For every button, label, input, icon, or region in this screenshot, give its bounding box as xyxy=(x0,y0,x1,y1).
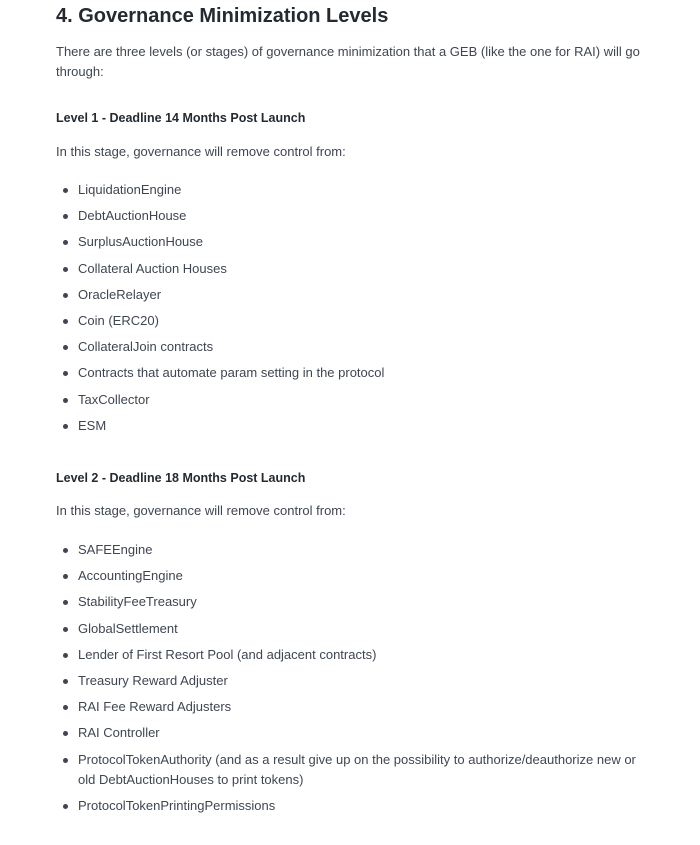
section-title: 4. Governance Minimization Levels xyxy=(56,5,389,27)
list-item: OracleRelayer xyxy=(56,285,656,305)
level-1-list xyxy=(56,180,656,442)
level-2-heading: Level 2 - Deadline 18 Months Post Launch xyxy=(56,471,306,485)
list-item: Collateral Auction Houses xyxy=(56,259,656,279)
level-2-description: In this stage, governance will remove control from: xyxy=(56,503,346,518)
level-1-description: In this stage, governance will remove control from: xyxy=(56,144,346,159)
list-item: DebtAuctionHouse xyxy=(56,206,656,226)
list-item: LiquidationEngine xyxy=(56,180,656,200)
list-item: AccountingEngine xyxy=(56,566,656,586)
list-item: SurplusAuctionHouse xyxy=(56,232,656,252)
list-item: TaxCollector xyxy=(56,390,656,410)
level-1-heading: Level 1 - Deadline 14 Months Post Launch xyxy=(56,111,306,125)
list-item: ProtocolTokenPrintingPermissions xyxy=(56,796,656,816)
list-item: ProtocolTokenAuthority (and as a result give up on the possibility to authorize/deauthorize new or old DebtAuctionHouses to print tokens) xyxy=(56,750,656,790)
list-item: Contracts that automate param setting in the protocol xyxy=(56,363,656,383)
list-item: SAFEEngine xyxy=(56,540,656,560)
list-item: RAI Controller xyxy=(56,723,656,743)
level-2-list xyxy=(56,540,656,822)
list-item: Lender of First Resort Pool (and adjacent contracts) xyxy=(56,645,656,665)
list-item: Coin (ERC20) xyxy=(56,311,656,331)
list-item: ESM xyxy=(56,416,656,436)
list-item: Treasury Reward Adjuster xyxy=(56,671,656,691)
list-item: RAI Fee Reward Adjusters xyxy=(56,697,656,717)
list-item: GlobalSettlement xyxy=(56,619,656,639)
list-item: StabilityFeeTreasury xyxy=(56,592,656,612)
list-item: CollateralJoin contracts xyxy=(56,337,656,357)
intro-paragraph: There are three levels (or stages) of governance minimization that a GEB (like the one for RAI) will go through: xyxy=(56,44,640,79)
